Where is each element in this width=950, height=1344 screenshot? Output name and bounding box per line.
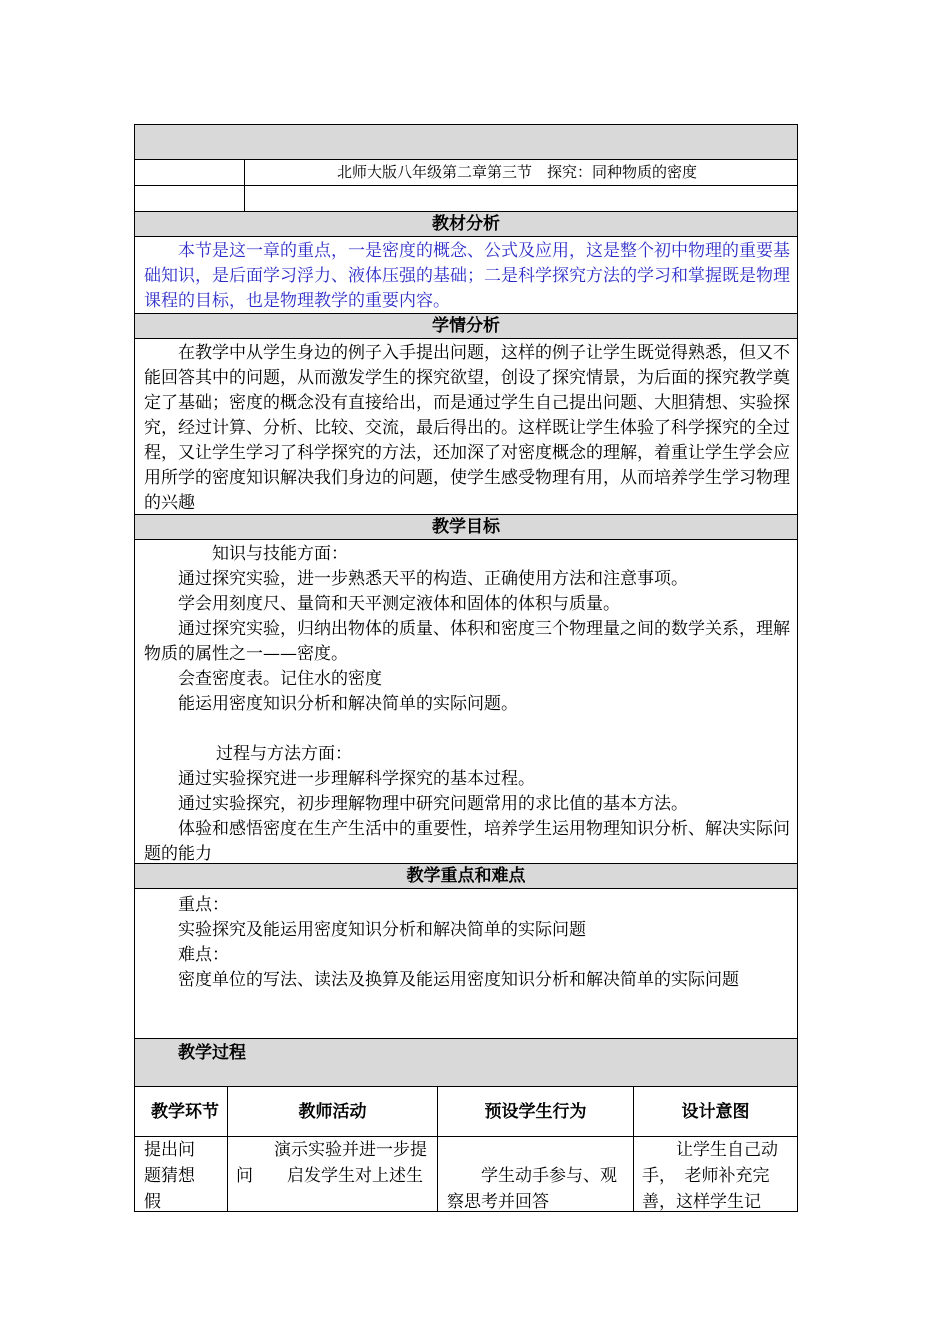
process-item: 通过实验探究进一步理解科学探究的基本过程。 — [178, 769, 535, 789]
col-teacher: 教师活动 — [228, 1087, 438, 1136]
lesson-plan-table — [134, 124, 798, 1212]
process-header: 教学过程 — [134, 1039, 798, 1087]
knowledge-item: 能运用密度知识分析和解决简单的实际问题。 — [178, 694, 518, 714]
process-item: 体验和感悟密度在生产生活中的重要性，培养学生运用物理知识分析、解决实际问题的能力 — [144, 819, 790, 864]
difficult-text: 密度单位的写法、读法及换算及能运用密度知识分析和解决简单的实际问题 — [178, 970, 739, 990]
process-item: 通过实验探究，初步理解物理中研究问题常用的求比值的基本方法。 — [178, 794, 688, 814]
material-analysis-text: 本节是这一章的重点，一是密度的概念、公式及应用，这是整个初中物理的重要基础知识，是后面学习浮力、液体压强的基础；二是科学探究方法的学习和掌握既是物理课程的目标，也是物理教学的重要内容。 — [144, 241, 790, 311]
col-intent: 设计意图 — [681, 1101, 750, 1122]
material-analysis-body — [134, 237, 798, 314]
objectives-body — [134, 540, 798, 864]
knowledge-item: 学会用刻度尺、量筒和天平测定液体和固体的体积与质量。 — [178, 594, 620, 614]
difficult-label: 难点： — [178, 945, 229, 965]
material-analysis-header: 教材分析 — [134, 212, 798, 237]
objectives-header: 教学目标 — [134, 515, 798, 540]
spacer — [144, 717, 790, 742]
teacher-cell: 演示实验并进一步提问 启发学生对上述生 — [228, 1137, 438, 1211]
col-stage: 教学环节 — [135, 1087, 228, 1136]
process-heading: 过程与方法方面： — [216, 744, 352, 764]
knowledge-item: 会查密度表。记住水的密度 — [178, 669, 382, 689]
process-row — [134, 1137, 798, 1212]
key-points-header: 教学重点和难点 — [134, 864, 798, 889]
col-student: 预设学生行为 — [438, 1087, 634, 1136]
blank-value-cell — [245, 186, 797, 211]
stage-cell: 提出问题猜想假 — [135, 1137, 228, 1211]
process-column-headers — [134, 1087, 798, 1137]
student-analysis-header: 学情分析 — [134, 314, 798, 339]
top-blank-row — [134, 124, 798, 160]
title-row — [134, 160, 798, 186]
student-analysis-body — [134, 339, 798, 515]
key-label: 重点： — [178, 895, 229, 915]
course-title: 北师大版八年级第二章第三节 探究：同种物质的密度 — [337, 163, 698, 181]
title-label-cell — [135, 160, 245, 185]
student-analysis-text: 在教学中从学生身边的例子入手提出问题，这样的例子让学生既觉得熟悉，但又不能回答其中的问题，从而激发学生的探究欲望，创设了探究情景，为后面的探究教学奠定了基础；密度的概念没有直接给出，而是通过学生自己提出问题、大胆猜想、实验探究，经过计算、分析、比较、交流，最后得出的。这样既让学生体验了科学探究的全过程，又让学生学习了科学探究的方法，还加深了对密度概念的理解，着重让学生学会应用所学的密度知识解决我们身边的问题，使学生感受物理有用，从而培养学生学习物理的兴趣 — [144, 343, 790, 513]
blank-label-cell — [135, 186, 245, 211]
knowledge-heading: 知识与技能方面： — [212, 544, 348, 564]
blank-info-row — [134, 186, 798, 212]
key-text: 实验探究及能运用密度知识分析和解决简单的实际问题 — [178, 920, 586, 940]
knowledge-item: 通过探究实验，进一步熟悉天平的构造、正确使用方法和注意事项。 — [178, 569, 688, 589]
knowledge-item: 通过探究实验，归纳出物体的质量、体积和密度三个物理量之间的数学关系，理解物质的属性之一——密度。 — [144, 619, 790, 664]
intent-cell: 让学生自己动手， 老师补充完善，这样学生记 — [642, 1140, 778, 1212]
student-cell: 学生动手参与、观察思考并回答 — [438, 1137, 634, 1211]
key-points-body — [134, 889, 798, 1039]
